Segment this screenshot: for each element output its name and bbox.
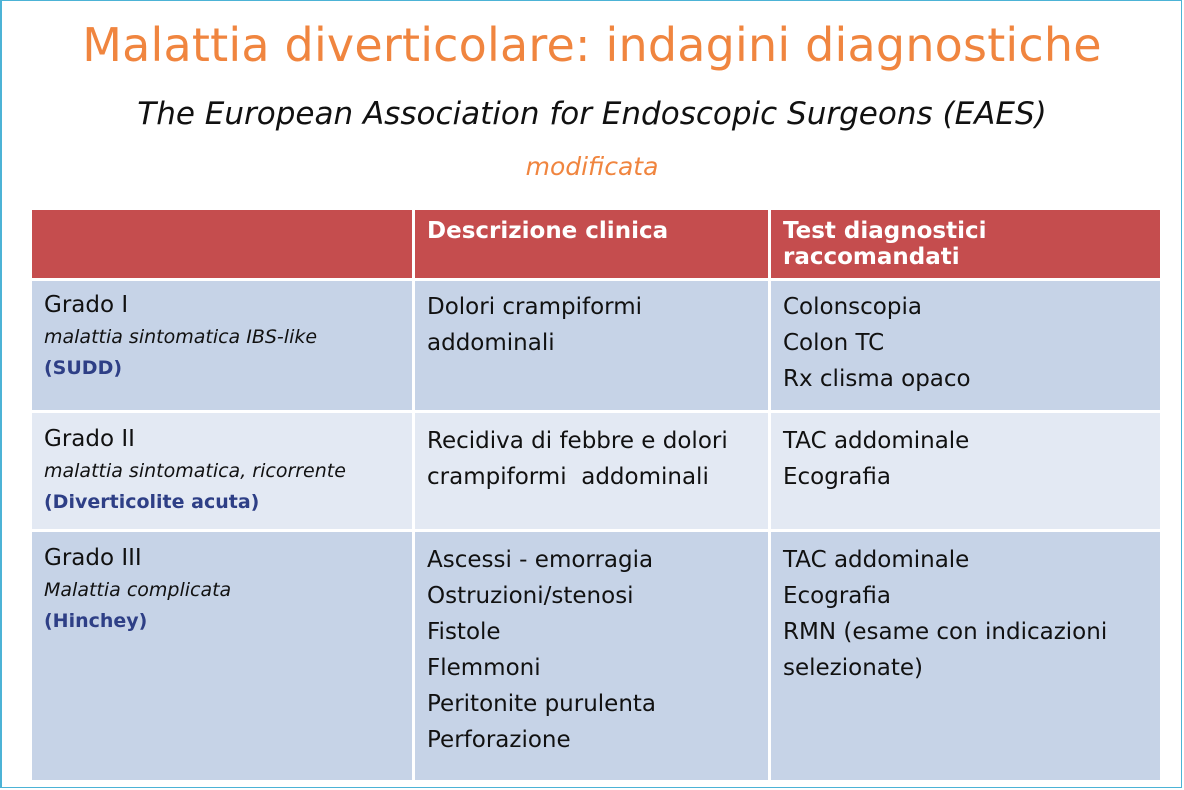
diagnostic-table [29, 207, 1163, 783]
clinical-line: crampiformi addominali [427, 464, 709, 490]
header-grade [31, 209, 414, 280]
tests-cell [770, 280, 1162, 412]
header-clinical-description: Descrizione clinica [414, 209, 770, 280]
grade-cell [31, 280, 414, 412]
table-row-grade-3 [31, 531, 1162, 782]
tests-cell [770, 531, 1162, 782]
test-line: selezionate) [783, 655, 924, 681]
table-row-grade-2 [31, 412, 1162, 531]
grade-description: malattia sintomatica, ricorrente [44, 460, 346, 482]
clinical-line: Perforazione [427, 727, 571, 753]
table-header-row [31, 209, 1162, 280]
grade-cell [31, 531, 414, 782]
clinical-cell [414, 531, 770, 782]
clinical-cell [414, 280, 770, 412]
table-row-grade-1 [31, 280, 1162, 412]
grade-code: (Diverticolite acuta) [44, 491, 260, 513]
grade-description: malattia sintomatica IBS-like [44, 326, 318, 348]
test-line: RMN (esame con indicazioni [783, 619, 1108, 645]
modified-note: modificata [525, 152, 659, 181]
grade-name: Grado III [44, 545, 142, 571]
clinical-cell [414, 412, 770, 531]
grade-name: Grado II [44, 426, 135, 452]
grade-code: (Hinchey) [44, 610, 148, 632]
slide-subtitle: The European Association for Endoscopic Surgeons (EAES) [137, 96, 1047, 132]
tests-cell [770, 412, 1162, 531]
slide-title: Malattia diverticolare: indagini diagnostiche [82, 18, 1102, 72]
clinical-line: Fistole [427, 619, 501, 645]
grade-code: (SUDD) [44, 357, 123, 379]
clinical-line: addominali [427, 330, 555, 356]
header-recommended-tests: Test diagnostici raccomandati [770, 209, 1162, 280]
clinical-line: Ostruzioni/stenosi [427, 583, 634, 609]
clinical-line: Recidiva di febbre e dolori [427, 428, 728, 454]
grade-name: Grado I [44, 292, 129, 318]
clinical-line: Peritonite purulenta [427, 691, 657, 717]
clinical-line: Ascessi - emorragia [427, 547, 654, 573]
test-line: Colon TC [783, 330, 885, 356]
grade-cell [31, 412, 414, 531]
test-line: Colonscopia [783, 294, 922, 320]
clinical-line: Flemmoni [427, 655, 541, 681]
test-line: Ecografia [783, 464, 891, 490]
clinical-line: Dolori crampiformi [427, 294, 643, 320]
grade-description: Malattia complicata [44, 579, 232, 601]
test-line: TAC addominale [783, 428, 970, 454]
test-line: Rx clisma opaco [783, 366, 971, 392]
test-line: TAC addominale [783, 547, 970, 573]
test-line: Ecografia [783, 583, 891, 609]
